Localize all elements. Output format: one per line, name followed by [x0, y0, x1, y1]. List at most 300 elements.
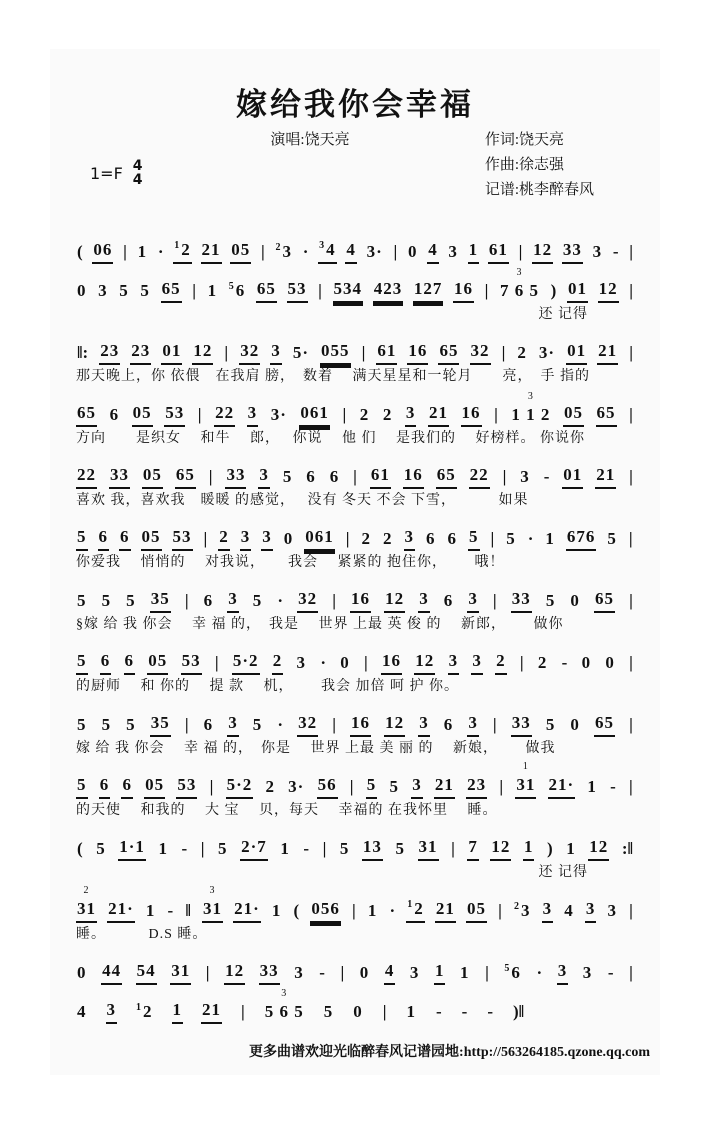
music-system	[76, 827, 634, 884]
barline-symbol: (	[293, 901, 300, 920]
notation-token: $^1$2	[173, 240, 192, 264]
notation-token: 05	[147, 651, 168, 675]
notation-token: 5	[77, 715, 87, 734]
notation-token: 0	[340, 653, 350, 672]
barline-symbol: (	[77, 839, 83, 858]
barline-symbol: |	[628, 529, 633, 548]
notation-line	[76, 230, 634, 264]
barline-symbol: ·	[277, 715, 284, 734]
barline-symbol: |	[224, 343, 229, 362]
barline-symbol: |	[351, 901, 356, 920]
notation-token: 2	[382, 405, 393, 424]
notation-token: 33	[109, 465, 130, 489]
notation-token: 3	[409, 963, 420, 982]
notation-token: 3	[98, 281, 108, 300]
notation-token: 05	[144, 775, 165, 799]
lyrics-line: 你爱我 悄悄的 对我说， 我会 紧紧的 抱住你， 哦！	[76, 555, 505, 570]
barline-symbol: |	[492, 715, 497, 734]
notation-token: 6	[443, 715, 454, 734]
notation-token: 65	[594, 589, 615, 613]
music-system	[76, 761, 634, 822]
time-signature	[133, 159, 143, 187]
barline-symbol: |	[184, 715, 189, 734]
notation-token: 31 2	[76, 899, 97, 923]
notation-token: 65	[438, 341, 459, 365]
notation-token: 6	[119, 527, 131, 551]
barline-symbol: |	[629, 281, 633, 300]
notation-token: 31 3	[202, 899, 223, 923]
notation-token: 6	[203, 591, 214, 610]
notation-token: 3	[542, 899, 554, 923]
notation-token: 5	[366, 775, 378, 799]
notation-token: 1	[406, 1002, 416, 1021]
notation-token: 2	[361, 529, 371, 548]
notation-token: 53	[287, 279, 308, 303]
grace-note: 5	[504, 963, 511, 975]
notation-token: 05	[563, 403, 584, 427]
notation-token: $^5$6	[504, 963, 521, 982]
notator-credit: 记谱:桃李醉春风	[484, 181, 594, 198]
notation-token: 12	[490, 837, 511, 861]
notation-token: 65	[76, 403, 97, 427]
notation-token: 2	[495, 651, 507, 675]
notation-token: 4	[345, 240, 357, 264]
notation-token: 2	[272, 651, 284, 675]
notation-token: 53	[176, 775, 197, 799]
music-system	[76, 579, 634, 636]
lyrics-line: 那天晚上，你 依偎 在我肩 膀， 数着 满天星星和一轮月 亮， 手 指的	[76, 369, 590, 384]
barline-symbol: -	[612, 242, 619, 261]
notation-token: 3	[448, 651, 460, 675]
notation-token: 01	[567, 279, 588, 303]
barline-symbol: |	[208, 467, 213, 486]
music-system	[76, 703, 634, 760]
notation-token: 6	[306, 467, 316, 486]
lyrics-line: 的天使 和我的 大 宝 贝，每天 幸福的 在我怀里 睡。	[76, 803, 498, 818]
tuplet-or-volta-number: 2	[83, 885, 90, 896]
notation-token: 2	[517, 343, 527, 362]
notation-token: 1	[158, 839, 168, 858]
notation-token: 1	[172, 1000, 184, 1024]
notation-token: 2	[265, 777, 275, 796]
notation-token: 21·	[548, 775, 576, 799]
notation-token: 0	[77, 281, 87, 300]
notation-line	[76, 269, 634, 303]
notation-token: 33	[562, 240, 583, 264]
barline-symbol: |	[502, 467, 507, 486]
notation-token: 12	[414, 651, 435, 675]
notation-token: 056	[310, 899, 341, 923]
notation-systems	[76, 230, 634, 1024]
time-signature-denominator: 4	[132, 172, 143, 188]
barline-symbol: -	[167, 901, 174, 920]
notation-token: 1	[145, 901, 156, 920]
barline-symbol: -	[181, 839, 188, 858]
barline-symbol: |	[192, 281, 196, 300]
music-system	[76, 331, 634, 388]
credits-block	[485, 128, 594, 202]
barline-symbol: |	[241, 1002, 245, 1021]
notation-token: 12	[384, 589, 405, 613]
notation-token: 16	[350, 589, 371, 613]
barline-symbol: ·	[157, 242, 164, 261]
notation-line	[76, 885, 634, 923]
barline-symbol: -	[436, 1002, 442, 1021]
notation-token: 12	[532, 240, 553, 264]
notation-token: 65	[175, 465, 196, 489]
grace-note: 1	[174, 240, 181, 252]
notation-token: 4	[77, 1002, 87, 1021]
notation-token: 6	[109, 405, 120, 424]
barline-symbol: |	[184, 591, 189, 610]
notation-token: 3	[592, 242, 603, 261]
notation-token: 3	[448, 242, 458, 261]
notation-token: 1	[434, 961, 446, 985]
notation-token: 56	[317, 775, 338, 799]
notation-token: 23	[466, 775, 487, 799]
notation-token: $^5$6	[228, 281, 246, 300]
barline-symbol: |	[501, 343, 506, 362]
tuplet-or-volta-number: 3	[209, 885, 216, 896]
barline-symbol: ·	[320, 653, 326, 672]
sheet-content	[50, 49, 660, 1075]
notation-token: 05	[132, 403, 153, 427]
barline-symbol: ·	[277, 591, 284, 610]
notation-token: 676	[566, 527, 597, 551]
notation-line	[76, 827, 634, 861]
notation-token: 16	[453, 279, 474, 303]
barline-symbol: |	[349, 777, 354, 796]
barline-symbol: |	[260, 242, 265, 261]
notation-token: 5	[395, 839, 405, 858]
notation-token: 3	[258, 465, 270, 489]
music-system	[76, 230, 634, 264]
time-signature-numerator: 4	[132, 158, 143, 174]
notation-token: 1	[545, 529, 555, 548]
notation-token: 01	[562, 465, 583, 489]
notation-token: 01	[161, 341, 182, 365]
notation-token: 3	[520, 467, 530, 486]
tuplet-or-volta-number: 3	[516, 267, 523, 278]
barline-symbol: |	[123, 242, 127, 261]
notation-token: 1	[460, 963, 470, 982]
notation-token: 5	[101, 591, 112, 610]
lyrics-line: 方向 是织女 和牛 郎， 你说 他 们 是我们的 好榜样。 你说你	[76, 431, 585, 446]
notation-token: 0	[359, 963, 370, 982]
notation-token: 3	[261, 527, 273, 551]
music-system	[76, 885, 634, 946]
notation-token: 5	[282, 467, 293, 486]
barline-symbol: |	[629, 343, 633, 362]
notation-token: 3	[106, 1000, 118, 1024]
notation-token: 53	[181, 651, 202, 675]
notation-token: 5·2	[232, 651, 260, 675]
notation-token: 12	[384, 713, 405, 737]
notation-token: 12	[224, 961, 245, 985]
notation-token: 53	[172, 527, 193, 551]
notation-token: 12	[192, 341, 213, 365]
notation-token: 54	[136, 961, 157, 985]
barline-symbol: -	[319, 963, 325, 982]
barline-symbol: |	[629, 653, 633, 672]
barline-symbol: |	[197, 405, 202, 424]
notation-token: 5	[252, 715, 263, 734]
notation-token: 16	[350, 713, 371, 737]
notation-token: 0	[570, 715, 580, 734]
notation-token: 6	[443, 591, 454, 610]
music-system	[76, 393, 634, 450]
notation-token: 33	[259, 961, 280, 985]
notation-token: 21	[201, 1000, 222, 1024]
notation-token: 1	[523, 837, 535, 861]
notation-token: 0	[283, 529, 294, 548]
barline-symbol: |	[209, 777, 214, 796]
barline-symbol: -	[543, 467, 550, 486]
notation-token: 0	[353, 1002, 363, 1021]
grace-note: 1	[407, 899, 414, 911]
notation-token: 1	[207, 281, 218, 300]
notation-token: 33	[511, 589, 532, 613]
notation-token: 5 6 5 3	[264, 988, 304, 1021]
notation-token: 3	[467, 589, 479, 613]
barline-symbol: |	[353, 467, 357, 486]
notation-token: 5	[126, 591, 136, 610]
notation-token: 32	[470, 341, 491, 365]
notation-token: $^2$3	[275, 242, 292, 261]
barline-symbol: )‖	[513, 1002, 525, 1021]
barline-symbol: ·	[302, 242, 309, 261]
barline-symbol: |	[332, 591, 336, 610]
barline-symbol: |	[490, 529, 495, 548]
barline-symbol: -	[487, 1002, 494, 1021]
notation-token: $^1$2	[136, 1002, 153, 1021]
notation-line	[76, 517, 634, 551]
notation-token: 33	[225, 465, 246, 489]
notation-line	[76, 641, 634, 675]
notation-token: 5	[545, 591, 556, 610]
barline-symbol: |	[342, 405, 347, 424]
lyrics-line: §嫁 给 我 你会 幸 福 的， 我是 世界 上最 英 俊 的 新郎， 做你	[76, 617, 564, 632]
notation-token: 1	[137, 242, 148, 261]
barline-symbol: |	[629, 591, 633, 610]
barline-symbol: -	[303, 839, 310, 858]
barline-symbol: |	[494, 405, 498, 424]
notation-token: 23	[99, 341, 120, 365]
composer-credit: 作曲:徐志强	[484, 156, 564, 173]
barline-symbol: |	[332, 715, 336, 734]
notation-token: 0	[570, 591, 580, 610]
music-system	[76, 269, 634, 326]
notation-token: $^1$2	[406, 899, 425, 923]
notation-token: 7 6 5 3	[500, 267, 539, 300]
barline-symbol: |	[629, 901, 633, 920]
notation-line	[76, 579, 634, 613]
notation-token: 3	[405, 403, 417, 427]
key-label: 1=F	[90, 163, 123, 183]
notation-token: 5	[76, 775, 88, 799]
notation-token: 65	[594, 713, 615, 737]
notation-token: 3	[404, 527, 416, 551]
grace-note: 5	[228, 281, 235, 293]
notation-token: 21·	[233, 899, 261, 923]
notation-token: 31	[418, 837, 439, 861]
notation-token: 4	[384, 961, 396, 985]
tuplet-or-volta-number: 1	[522, 761, 529, 772]
notation-token: 2	[359, 405, 370, 424]
song-title: 嫁给我你会幸福	[236, 87, 474, 122]
notation-line	[76, 761, 634, 799]
music-system	[76, 641, 634, 698]
sheet-music-page	[50, 49, 660, 1075]
notation-token: 3	[296, 653, 307, 672]
notation-token: 16	[381, 651, 402, 675]
lyricist-credit: 作词:饶天亮	[484, 132, 564, 148]
lyrics-line: 还 记得	[538, 307, 588, 322]
barline-symbol: |	[340, 963, 345, 982]
singer-credit: 演唱:饶天亮	[270, 132, 350, 148]
notation-token: 1	[468, 240, 480, 264]
notation-token: 4	[564, 901, 574, 920]
notation-token: 23	[130, 341, 151, 365]
notation-token: 21	[434, 775, 455, 799]
notation-token: 5·2	[226, 775, 254, 799]
notation-token: 1·1	[118, 837, 146, 861]
notation-token: 055	[320, 341, 351, 365]
notation-token: 5	[468, 527, 480, 551]
notation-token: 53	[164, 403, 185, 427]
notation-token: 1	[367, 901, 378, 920]
notation-token: 1	[280, 839, 290, 858]
notation-token: 3	[270, 341, 282, 365]
notation-token: 6	[121, 775, 133, 799]
notation-token: 65	[596, 403, 617, 427]
barline-symbol: ·	[527, 529, 534, 548]
notation-token: 6	[99, 775, 111, 799]
notation-token: 5	[96, 839, 106, 858]
notation-token: 1 1 2 3	[511, 391, 551, 424]
barline-symbol: |	[484, 281, 489, 300]
notation-token: 22	[214, 403, 235, 427]
notation-token: 061	[299, 403, 330, 427]
barline-symbol: -	[607, 963, 614, 982]
grace-note: 3	[319, 240, 326, 252]
notation-line	[76, 951, 634, 985]
notation-token: 61	[488, 240, 509, 264]
notation-line	[76, 455, 634, 489]
notation-token: 3·	[366, 242, 383, 261]
notation-token: 3	[294, 963, 304, 982]
lyrics-line: 还 记得	[538, 865, 588, 880]
notation-token: 13	[362, 837, 383, 861]
notation-token: 06	[92, 240, 113, 264]
notation-token: 31 1	[515, 775, 536, 799]
barline-symbol: |	[200, 839, 205, 858]
notation-token: 21	[595, 465, 616, 489]
notation-token: 2·7	[240, 837, 268, 861]
barline-symbol: |	[214, 653, 219, 672]
notation-token: 5	[607, 529, 617, 548]
notation-line	[76, 393, 634, 427]
notation-token: 05	[466, 899, 487, 923]
notation-token: 1	[566, 839, 576, 858]
notation-token: 5	[323, 1002, 334, 1021]
notation-token: 3	[471, 651, 483, 675]
notation-token: 3	[585, 899, 597, 923]
notation-token: 1	[587, 777, 597, 796]
notation-token: 2	[537, 653, 548, 672]
notation-token: 16	[461, 403, 482, 427]
notation-token: 3·	[270, 405, 287, 424]
notation-token: 65	[436, 465, 457, 489]
notation-token: 1	[271, 901, 282, 920]
barline-symbol: |	[629, 777, 633, 796]
notation-token: 3	[227, 713, 239, 737]
notation-token: 5	[76, 527, 88, 551]
barline-symbol: |	[629, 963, 633, 982]
barline-symbol: |	[361, 343, 366, 362]
barline-symbol: |	[492, 591, 497, 610]
notation-token: 5	[77, 591, 87, 610]
notation-token: 6	[203, 715, 214, 734]
grace-note: 2	[514, 901, 520, 913]
notation-token: 16	[407, 341, 428, 365]
notation-line	[76, 988, 525, 1024]
notation-token: 3	[582, 963, 593, 982]
barline-symbol: -	[561, 653, 568, 672]
notation-token: 16	[403, 465, 424, 489]
notation-token: 61	[376, 341, 397, 365]
notation-token: 32	[297, 713, 318, 737]
notation-token: 6	[447, 529, 457, 548]
notation-token: 65	[256, 279, 277, 303]
notation-token: 0	[77, 963, 87, 982]
notation-token: 33	[511, 713, 532, 737]
notation-token: 6	[100, 651, 112, 675]
barline-symbol: ‖:	[77, 343, 89, 362]
notation-token: 6	[98, 527, 110, 551]
notation-token: 5	[126, 715, 136, 734]
barline-symbol: |	[393, 242, 398, 261]
barline-symbol: |	[519, 653, 524, 672]
notation-token: 22	[469, 465, 490, 489]
barline-symbol: -	[610, 777, 616, 796]
notation-token: 3	[240, 527, 252, 551]
tuplet-or-volta-number: 3	[281, 988, 288, 999]
notation-token: 5	[119, 281, 129, 300]
barline-symbol: ·	[536, 963, 543, 982]
notation-token: 21	[428, 403, 449, 427]
lyrics-line: 睡。 D.S 睡。	[76, 927, 208, 942]
notation-token: 21·	[107, 899, 135, 923]
barline-symbol: |	[485, 963, 489, 982]
notation-token: 6	[329, 467, 340, 486]
notation-token: 21	[597, 341, 618, 365]
notation-token: 3	[467, 713, 479, 737]
notation-token: 7	[467, 837, 479, 861]
credits-row	[76, 128, 634, 224]
barline-symbol: |	[629, 467, 633, 486]
notation-token: 5	[218, 839, 228, 858]
music-system	[76, 455, 634, 512]
notation-token: 2	[383, 529, 393, 548]
notation-token: 3	[418, 713, 430, 737]
barline-symbol: |	[499, 777, 504, 796]
notation-token: 05	[142, 465, 163, 489]
barline-symbol: )	[547, 839, 553, 858]
tuplet-or-volta-number: 3	[527, 391, 534, 402]
notation-token: 22	[76, 465, 97, 489]
notation-token: 05	[141, 527, 162, 551]
